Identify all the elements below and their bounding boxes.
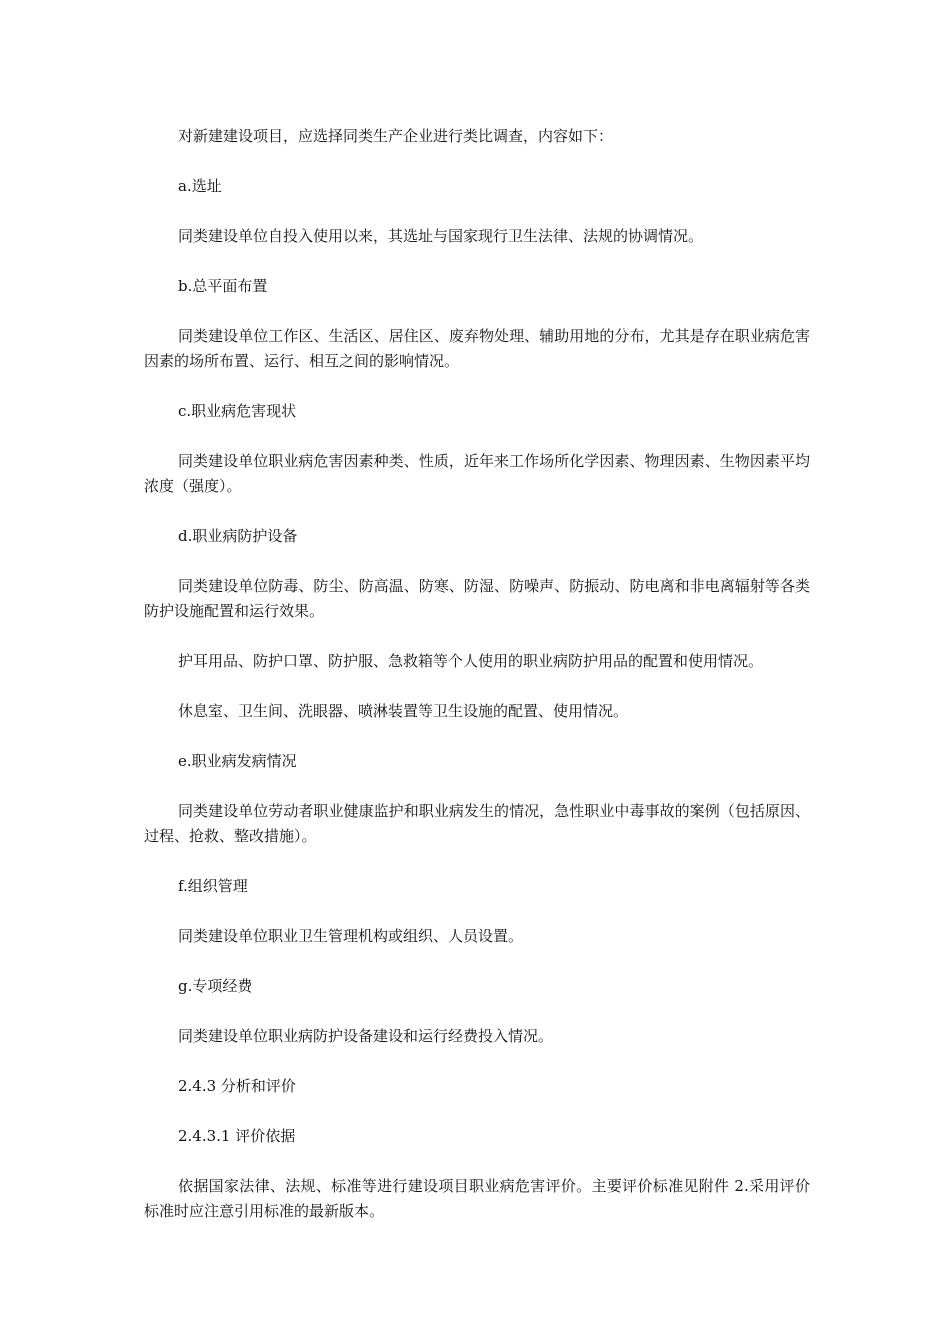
paragraph-organization: 同类建设单位职业卫生管理机构或组织、人员设置。 bbox=[178, 927, 524, 945]
intro-paragraph: 对新建建设项目，应选择同类生产企业进行类比调查，内容如下： bbox=[178, 127, 614, 145]
heading-g-special-funds: g.专项经费 bbox=[178, 977, 253, 995]
paragraph-hazard-status: 同类建设单位职业病危害因素种类、性质，近年来工作场所化学因素、物理因素、生物因素平均浓度（强度）。 bbox=[144, 452, 810, 495]
paragraph-protective-facilities: 同类建设单位防毒、防尘、防高温、防寒、防湿、防噪声、防振动、防电离和非电离辐射等各类防护设施配置和运行效果。 bbox=[144, 577, 810, 620]
paragraph-sanitary-facilities: 休息室、卫生间、洗眼器、喷淋装置等卫生设施的配置、使用情况。 bbox=[178, 702, 629, 720]
paragraph-disease-incidence: 同类建设单位劳动者职业健康监护和职业病发生的情况，急性职业中毒事故的案例（包括原因、过程、抢救、整改措施）。 bbox=[144, 802, 810, 845]
section-heading-2-4-3-1: 2.4.3.1 评价依据 bbox=[178, 1127, 296, 1145]
paragraph-layout: 同类建设单位工作区、生活区、居住区、废弃物处理、辅助用地的分布，尤其是存在职业病危害因素的场所布置、运行、相互之间的影响情况。 bbox=[144, 327, 810, 370]
paragraph-personal-protective-items: 护耳用品、防护口罩、防护服、急救箱等个人使用的职业病防护用品的配置和使用情况。 bbox=[178, 652, 764, 670]
heading-e-disease-incidence: e.职业病发病情况 bbox=[178, 752, 297, 770]
paragraph-site-selection: 同类建设单位自投入使用以来，其选址与国家现行卫生法律、法规的协调情况。 bbox=[178, 227, 704, 245]
document-page bbox=[144, 124, 810, 1224]
heading-a-site-selection: a.选址 bbox=[178, 177, 222, 195]
heading-b-layout: b.总平面布置 bbox=[178, 277, 268, 295]
paragraph-special-funds: 同类建设单位职业病防护设备建设和运行经费投入情况。 bbox=[178, 1027, 554, 1045]
paragraph-evaluation-basis: 依据国家法律、法规、标准等进行建设项目职业病危害评价。主要评价标准见附件 2.采用评价标准时应注意引用标准的最新版本。 bbox=[144, 1177, 810, 1220]
section-heading-2-4-3: 2.4.3 分析和评价 bbox=[178, 1077, 296, 1095]
heading-d-protective-equipment: d.职业病防护设备 bbox=[178, 527, 298, 545]
heading-c-hazard-status: c.职业病危害现状 bbox=[178, 402, 297, 420]
heading-f-organization: f.组织管理 bbox=[178, 877, 248, 895]
